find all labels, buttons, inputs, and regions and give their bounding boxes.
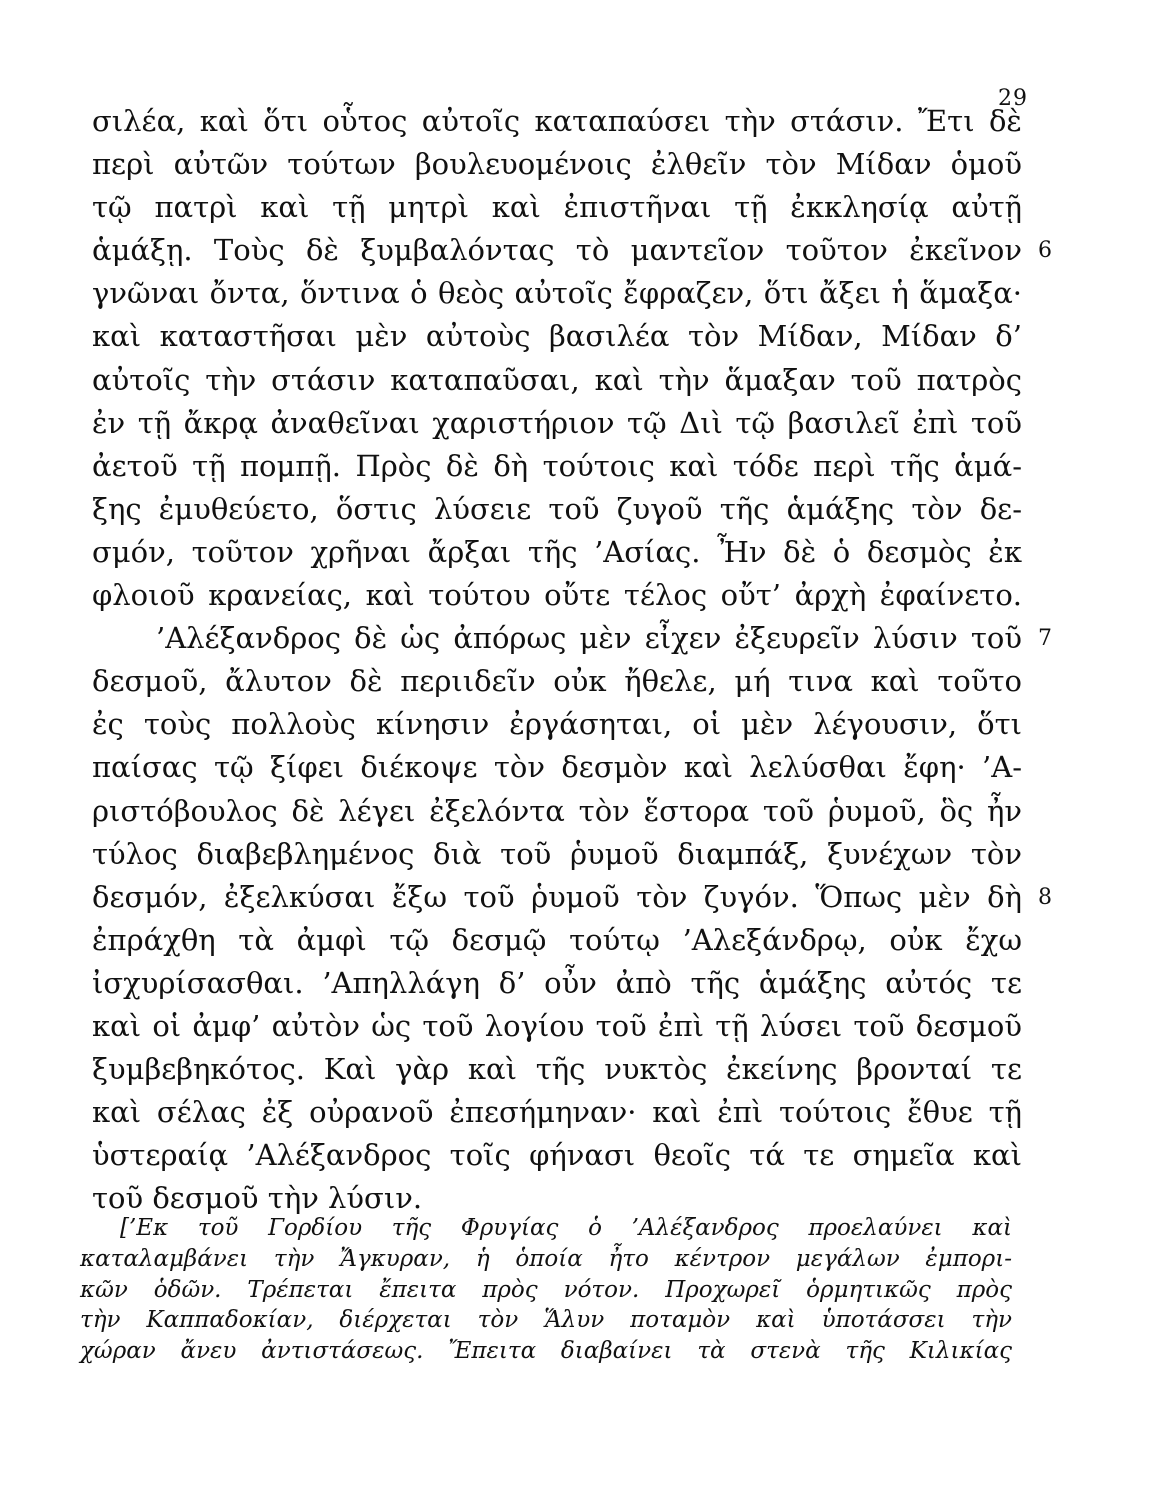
text-line: παίσας τῷ ξίφει διέκοψε τὸν δεσμὸν καὶ λελύσθαι ἔφη· ’Α- — [92, 750, 1022, 785]
text-line: καὶ καταστῆσαι μὲν αὐτοὺς βασιλέα τὸν Μίδαν, Μίδαν δ’ — [92, 319, 1022, 354]
text-line: ἰσχυρίσασθαι. ’Απηλλάγη δ’ οὖν ἀπὸ τῆς ἁμάξης αὐτός τε — [92, 965, 1022, 1000]
text-line: τοῦ δεσμοῦ τὴν λύσιν. — [92, 1181, 423, 1216]
text-line: ἐν τῇ ἄκρᾳ ἀναθεῖναι χαριστήριον τῷ Διὶ τῷ βασιλεῖ ἐπὶ τοῦ — [92, 405, 1022, 440]
text-line: καὶ σέλας ἐξ οὐρανοῦ ἐπεσήμηναν· καὶ ἐπὶ τούτοις ἔθυε τῇ — [92, 1095, 1022, 1130]
text-line: ’Αλέξανδρος δὲ ὡς ἀπόρως μὲν εἶχεν ἐξευρεῖν λύσιν τοῦ 7 — [92, 617, 1022, 660]
text-line: ἐπράχθη τὰ ἀμφὶ τῷ δεσμῷ τούτῳ ’Αλεξάνδρῳ, οὐκ ἔχω — [92, 922, 1022, 957]
page-number: 29 — [998, 86, 1028, 111]
section-number: 7 — [1038, 626, 1052, 652]
section-number: 6 — [1038, 238, 1052, 264]
text-line: τῷ πατρὶ καὶ τῇ μητρὶ καὶ ἐπιστῆναι τῇ ἐκκλησίᾳ αὐτῇ — [92, 190, 1022, 225]
text-line: φλοιοῦ κρανείας, καὶ τούτου οὔτε τέλος οὔτ’ ἀρχὴ ἐφαίνετο. — [92, 578, 1022, 613]
text-line: δεσμόν, ἐξελκύσαι ἔξω τοῦ ῥυμοῦ τὸν ζυγόν. Ὅπως μὲν δὴ 8 — [92, 876, 1022, 919]
text-line: ἐς τοὺς πολλοὺς κίνησιν ἐργάσηται, οἱ μὲν λέγουσιν, ὅτι — [92, 707, 1022, 742]
summary-block — [80, 1213, 1012, 1367]
text-line: τύλος διαβεβλημένος διὰ τοῦ ῥυμοῦ διαμπάξ, ξυνέχων τὸν — [92, 836, 1022, 871]
text-line: αὐτοῖς τὴν στάσιν καταπαῦσαι, καὶ τὴν ἅμαξαν τοῦ πατρὸς — [92, 362, 1022, 397]
text-line: σμόν, τοῦτον χρῆναι ἄρξαι τῆς ’Ασίας. Ἦν δὲ ὁ δεσμὸς ἐκ — [92, 534, 1022, 569]
main-text-block — [92, 100, 1052, 1220]
text-line: ξυμβεβηκότος. Καὶ γὰρ καὶ τῆς νυκτὸς ἐκείνης βρονταί τε — [92, 1052, 1022, 1087]
text-line: καὶ οἱ ἀμφ’ αὐτὸν ὡς τοῦ λογίου τοῦ ἐπὶ τῇ λύσει τοῦ δεσμοῦ — [92, 1008, 1022, 1043]
text-line: ἁμάξῃ. Τοὺς δὲ ξυμβαλόντας τὸ μαντεῖον τοῦτον ἐκεῖνον 6 — [92, 229, 1022, 272]
text-line: ριστόβουλος δὲ λέγει ἐξελόντα τὸν ἕστορα τοῦ ῥυμοῦ, ὃς ἦν — [92, 793, 1022, 828]
text-line: ὑστεραίᾳ ’Αλέξανδρος τοῖς φήνασι θεοῖς τά τε σημεῖα καὶ — [92, 1138, 1022, 1173]
text-line: ξης ἐμυθεύετο, ὅστις λύσειε τοῦ ζυγοῦ τῆς ἁμάξης τὸν δε- — [92, 491, 1022, 526]
text-line: περὶ αὐτῶν τούτων βουλευομένοις ἐλθεῖν τὸν Μίδαν ὁμοῦ — [92, 147, 1022, 182]
summary-line: [’Εκ τοῦ Γορδίου τῆς Φρυγίας ὁ ’Αλέξανδρος προελαύνει καὶ — [120, 1215, 1012, 1241]
text-line: δεσμοῦ, ἄλυτον δὲ περιιδεῖν οὐκ ἤθελε, μή τινα καὶ τοῦτο — [92, 664, 1022, 699]
summary-line: χώραν ἄνευ ἀντιστάσεως. Ἔπειτα διαβαίνει τὰ στενὰ τῆς Κιλικίας — [80, 1338, 1012, 1365]
section-number: 8 — [1038, 884, 1052, 910]
text-line: γνῶναι ὄντα, ὅντινα ὁ θεὸς αὐτοῖς ἔφραζεν, ὅτι ἄξει ἡ ἅμαξα· — [92, 276, 1022, 311]
summary-line: κῶν ὁδῶν. Τρέπεται ἔπειτα πρὸς νότον. Προχωρεῖ ὁρμητικῶς πρὸς — [80, 1276, 1012, 1303]
text-line: σιλέα, καὶ ὅτι οὗτος αὐτοῖς καταπαύσει τὴν στάσιν. Ἔτι δὲ — [92, 104, 1022, 138]
summary-line: τὴν Καππαδοκίαν, διέρχεται τὸν Ἅλυν ποταμὸν καὶ ὑποτάσσει τὴν — [80, 1307, 1012, 1334]
text-line: ἀετοῦ τῇ πομπῇ. Πρὸς δὲ δὴ τούτοις καὶ τόδε περὶ τῆς ἁμά- — [92, 448, 1022, 483]
summary-line: καταλαμβάνει τὴν Ἄγκυραν, ἡ ὁποία ἦτο κέντρον μεγάλων ἐμπορι- — [80, 1245, 1012, 1272]
